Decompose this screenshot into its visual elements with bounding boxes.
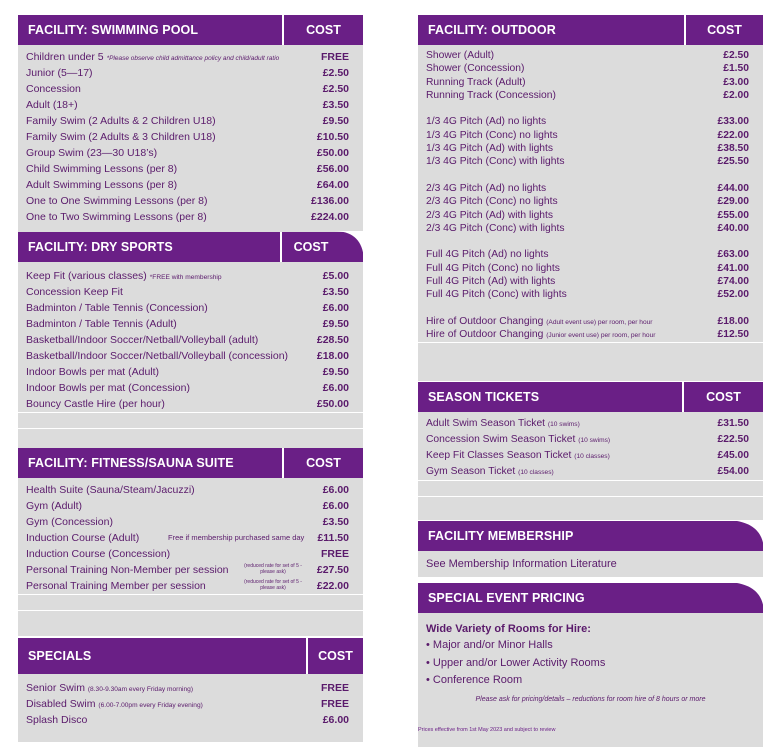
row-label: Concession Keep Fit <box>26 286 123 298</box>
row-label: Keep Fit Classes Season Ticket (10 classes) <box>426 450 610 461</box>
price-row <box>18 145 363 161</box>
membership-text: See Membership Information Literature <box>426 558 617 570</box>
price-row <box>18 300 363 316</box>
price-row <box>418 248 763 261</box>
row-note: (8.30-9.30am every Friday morning) <box>87 686 194 693</box>
section-header <box>18 232 363 262</box>
row-note: (Junior event use) per room, per hour <box>546 332 656 340</box>
price-row <box>418 62 763 75</box>
section-header <box>418 521 763 551</box>
row-price: £29.00 <box>717 196 749 208</box>
row-price: £22.00 <box>717 129 749 141</box>
header-curve <box>334 231 364 263</box>
header-curve <box>724 582 764 614</box>
price-row <box>18 680 363 696</box>
price-row <box>418 448 763 464</box>
price-table <box>18 478 363 636</box>
price-row <box>18 364 363 380</box>
price-table <box>18 674 363 742</box>
row-label: One to Two Swimming Lessons (per 8) <box>26 211 207 223</box>
row-label: Full 4G Pitch (Ad) no lights <box>426 249 549 261</box>
blank-row <box>18 428 363 444</box>
row-price: £9.50 <box>322 366 349 378</box>
row-label: Indoor Bowls per mat (Adult) <box>26 366 160 378</box>
row-price: £25.50 <box>717 156 749 168</box>
row-price: £6.00 <box>322 714 349 726</box>
row-label: Concession <box>26 83 81 95</box>
price-row <box>418 328 763 341</box>
price-row <box>18 161 363 177</box>
price-row <box>418 76 763 89</box>
price-table <box>18 262 363 458</box>
price-row <box>418 222 763 235</box>
price-row <box>18 380 363 396</box>
row-price: £3.50 <box>322 99 349 111</box>
section-header <box>418 15 763 45</box>
row-price: £18.00 <box>316 350 349 362</box>
row-note: (6.00-7.00pm every Friday evening) <box>98 702 203 709</box>
header-curve <box>724 520 764 552</box>
row-label: 2/3 4G Pitch (Conc) with lights <box>426 222 565 234</box>
price-row <box>18 546 363 562</box>
price-row <box>18 396 363 412</box>
price-row <box>18 562 363 578</box>
section-title: FACILITY: SWIMMING POOL <box>28 23 199 37</box>
outdoor-section <box>418 15 763 381</box>
room-item: • Conference Room <box>426 674 523 686</box>
membership-section <box>418 521 763 577</box>
special-event-heading: Wide Variety of Rooms for Hire: <box>426 623 591 635</box>
row-price: £55.00 <box>717 209 749 221</box>
fitness-section <box>18 448 363 636</box>
price-row <box>18 49 363 65</box>
price-row <box>18 696 363 712</box>
blank-row <box>418 102 763 115</box>
price-row <box>18 578 363 594</box>
row-label: Family Swim (2 Adults & 2 Children U18) <box>26 115 216 127</box>
row-price: £3.00 <box>723 76 749 88</box>
row-price: £1.50 <box>723 63 749 75</box>
row-label: Group Swim (23—30 U18’s) <box>26 147 158 159</box>
row-price: £28.50 <box>316 334 349 346</box>
blank-row <box>418 496 763 512</box>
row-label: Adult Swim Season Ticket (10 swims) <box>426 418 580 429</box>
row-price: £33.00 <box>717 116 749 128</box>
price-row <box>18 498 363 514</box>
row-price: FREE <box>320 548 349 560</box>
row-price: £22.00 <box>316 580 349 592</box>
row-label: Concession Swim Season Ticket (10 swims) <box>426 434 611 445</box>
price-row <box>18 530 363 546</box>
season-tickets-section <box>418 382 763 520</box>
row-price: £6.00 <box>322 484 349 496</box>
row-price: FREE <box>320 51 349 63</box>
row-label: Senior Swim (8.30-9.30am every Friday morning) <box>26 682 194 694</box>
effective-note: Prices effective from 1st May 2023 and subject to review <box>418 727 556 733</box>
row-label: Junior (5—17) <box>26 67 93 79</box>
room-item: • Upper and/or Lower Activity Rooms <box>426 656 606 669</box>
row-price: £38.50 <box>717 143 749 155</box>
row-label: Basketball/Indoor Soccer/Netball/Volleyball (concession) <box>26 350 289 362</box>
price-row <box>418 89 763 102</box>
price-row <box>18 712 363 728</box>
row-label: 1/3 4G Pitch (Conc) with lights <box>426 156 565 168</box>
blank-row <box>418 342 763 355</box>
price-row <box>18 348 363 364</box>
blank-row <box>18 610 363 626</box>
price-row <box>418 464 763 480</box>
row-price: £41.00 <box>717 262 749 274</box>
room-item: • Major and/or Minor Halls <box>426 639 553 651</box>
price-row <box>18 113 363 129</box>
row-label: Adult (18+) <box>26 99 78 111</box>
row-label: 1/3 4G Pitch (Conc) no lights <box>426 129 558 141</box>
special-event-section <box>418 583 763 747</box>
row-price: £27.50 <box>316 564 349 576</box>
section-title: FACILITY MEMBERSHIP <box>428 529 574 543</box>
row-price: £11.50 <box>317 532 349 544</box>
section-header <box>18 15 363 45</box>
section-title: FACILITY: FITNESS/SAUNA SUITE <box>28 456 234 470</box>
row-price: £44.00 <box>717 182 749 194</box>
row-label: Disabled Swim (6.00-7.00pm every Friday evening) <box>26 698 203 710</box>
cost-header: COST <box>282 15 363 45</box>
row-label: 1/3 4G Pitch (Ad) with lights <box>426 143 554 155</box>
row-price: £6.00 <box>322 500 349 512</box>
row-price: £6.00 <box>322 382 349 394</box>
row-price: £18.00 <box>717 315 749 327</box>
price-table <box>418 412 763 520</box>
row-price: £5.00 <box>322 270 349 282</box>
row-note: (reduced rate for set of 5 - please ask) <box>244 579 302 591</box>
membership-body <box>418 551 763 577</box>
price-row <box>418 209 763 222</box>
row-price: £56.00 <box>316 163 349 175</box>
row-note: Free if membership purchased same day <box>168 533 305 542</box>
row-price: £2.50 <box>322 67 349 79</box>
price-row <box>418 288 763 301</box>
row-price: £9.50 <box>322 115 349 127</box>
row-price: £2.50 <box>322 83 349 95</box>
row-price: £45.00 <box>717 450 749 461</box>
row-price: £224.00 <box>311 211 349 223</box>
row-note: (10 classes) <box>518 469 554 476</box>
row-label: Family Swim (2 Adults & 3 Children U18) <box>26 131 216 143</box>
price-row <box>418 195 763 208</box>
row-label: Personal Training Member per session <box>26 580 206 592</box>
row-label: Splash Disco <box>26 714 88 726</box>
row-label: Basketball/Indoor Soccer/Netball/Volleyball (adult) <box>26 334 259 346</box>
price-row <box>418 275 763 288</box>
row-price: £136.00 <box>311 195 349 207</box>
price-row <box>18 268 363 284</box>
price-row <box>18 97 363 113</box>
row-price: £74.00 <box>717 276 749 288</box>
row-price: £3.50 <box>322 286 349 298</box>
swimming-pool-section <box>18 15 363 239</box>
section-title: SPECIALS <box>28 649 92 663</box>
row-label: Adult Swimming Lessons (per 8) <box>26 179 178 191</box>
section-header <box>418 382 763 412</box>
row-price: £6.00 <box>322 302 349 314</box>
row-price: £22.50 <box>717 434 749 445</box>
row-label: Children under 5 *Please observe child admittance policy and child/adult ratio <box>26 51 280 63</box>
section-title: FACILITY: DRY SPORTS <box>28 240 173 254</box>
price-row <box>18 65 363 81</box>
row-price: £2.00 <box>723 89 749 101</box>
blank-row <box>18 412 363 428</box>
price-row <box>418 262 763 275</box>
blank-row <box>418 235 763 248</box>
row-label: Badminton / Table Tennis (Adult) <box>26 318 177 330</box>
row-label: Full 4G Pitch (Conc) no lights <box>426 262 560 274</box>
row-price: £31.50 <box>717 418 749 429</box>
price-row <box>418 432 763 448</box>
row-price: £50.00 <box>316 398 349 410</box>
blank-row <box>418 480 763 496</box>
price-row <box>18 482 363 498</box>
price-row <box>418 182 763 195</box>
special-event-footnote: Please ask for pricing/details – reductions for room hire of 8 hours or more <box>475 695 706 703</box>
row-price: £40.00 <box>717 222 749 234</box>
row-label: Running Track (Concession) <box>426 89 556 101</box>
row-label: Full 4G Pitch (Conc) with lights <box>426 289 567 301</box>
row-label: Gym Season Ticket (10 classes) <box>426 466 554 477</box>
row-price: £64.00 <box>316 179 349 191</box>
price-row <box>18 209 363 225</box>
price-row <box>18 316 363 332</box>
row-label: Personal Training Non-Member per session <box>26 564 229 576</box>
row-note: (Adult event use) per room, per hour <box>546 318 653 326</box>
dry-sports-section <box>18 232 363 458</box>
cost-header: COST <box>306 638 363 674</box>
section-header <box>18 448 363 478</box>
row-price: £12.50 <box>717 329 749 341</box>
row-note: (10 classes) <box>574 453 610 460</box>
price-row <box>18 81 363 97</box>
section-title: SEASON TICKETS <box>428 390 540 404</box>
row-label: Induction Course (Concession) <box>26 548 171 560</box>
price-row <box>418 129 763 142</box>
row-price: £2.50 <box>723 50 749 61</box>
price-table <box>418 45 763 381</box>
price-row <box>418 49 763 62</box>
row-label: Shower (Adult) <box>426 50 495 61</box>
price-row <box>18 129 363 145</box>
specials-section <box>18 638 363 742</box>
room-list <box>426 637 755 690</box>
price-row <box>18 514 363 530</box>
row-label: Hire of Outdoor Changing (Junior event use) per room, per hour <box>426 329 656 341</box>
section-title: SPECIAL EVENT PRICING <box>428 591 585 605</box>
row-label: 2/3 4G Pitch (Conc) no lights <box>426 196 558 208</box>
row-label: 1/3 4G Pitch (Ad) no lights <box>426 116 547 128</box>
price-row <box>18 193 363 209</box>
row-note: *FREE with membership <box>149 274 222 281</box>
row-note: (10 swims) <box>547 421 580 428</box>
price-table <box>18 45 363 239</box>
row-price: £63.00 <box>717 249 749 261</box>
price-row <box>418 115 763 128</box>
price-row <box>418 315 763 328</box>
price-row <box>418 416 763 432</box>
row-label: Badminton / Table Tennis (Concession) <box>26 302 208 314</box>
blank-row <box>418 302 763 315</box>
cost-header: COST <box>280 232 340 262</box>
row-label: Hire of Outdoor Changing (Adult event use) per room, per hour <box>426 315 653 327</box>
bullet-icon: • <box>426 674 433 686</box>
price-row <box>18 177 363 193</box>
row-note: (reduced rate for set of 5 - please ask) <box>244 563 302 575</box>
blank-row <box>418 169 763 182</box>
price-row <box>18 332 363 348</box>
row-label: Child Swimming Lessons (per 8) <box>26 163 178 175</box>
price-row <box>418 142 763 155</box>
row-label: Full 4G Pitch (Ad) with lights <box>426 276 556 288</box>
row-price: £9.50 <box>322 318 349 330</box>
row-price: £50.00 <box>316 147 349 159</box>
row-label: Gym (Concession) <box>26 516 113 528</box>
row-label: Keep Fit (various classes) *FREE with membership <box>26 270 222 282</box>
section-title: FACILITY: OUTDOOR <box>428 23 556 37</box>
price-row <box>18 284 363 300</box>
bullet-icon: • <box>426 639 433 651</box>
row-label: Indoor Bowls per mat (Concession) <box>26 382 190 394</box>
row-note: *Please observe child admittance policy and child/adult ratio <box>106 55 280 62</box>
row-label: Bouncy Castle Hire (per hour) <box>26 398 165 410</box>
cost-header: COST <box>282 448 363 478</box>
row-label: Induction Course (Adult) <box>26 532 140 544</box>
price-row <box>418 155 763 168</box>
row-label: Running Track (Adult) <box>426 76 526 88</box>
row-label: 2/3 4G Pitch (Ad) no lights <box>426 182 547 194</box>
row-price: FREE <box>320 698 349 710</box>
row-label: Shower (Concession) <box>426 63 525 75</box>
cost-header: COST <box>684 15 763 45</box>
row-price: £10.50 <box>316 131 349 143</box>
row-price: £54.00 <box>717 466 749 477</box>
row-label: Health Suite (Sauna/Steam/Jacuzzi) <box>26 484 195 496</box>
row-price: £3.50 <box>322 516 349 528</box>
section-header <box>418 583 763 613</box>
row-label: Gym (Adult) <box>26 500 83 512</box>
bullet-icon: • <box>426 656 433 669</box>
row-label: 2/3 4G Pitch (Ad) with lights <box>426 209 554 221</box>
row-label: One to One Swimming Lessons (per 8) <box>26 195 208 207</box>
row-note: (10 swims) <box>578 437 611 444</box>
section-header <box>18 638 363 674</box>
blank-row <box>18 594 363 610</box>
row-price: FREE <box>320 682 349 694</box>
row-price: £52.00 <box>717 289 749 301</box>
cost-header: COST <box>682 382 763 412</box>
